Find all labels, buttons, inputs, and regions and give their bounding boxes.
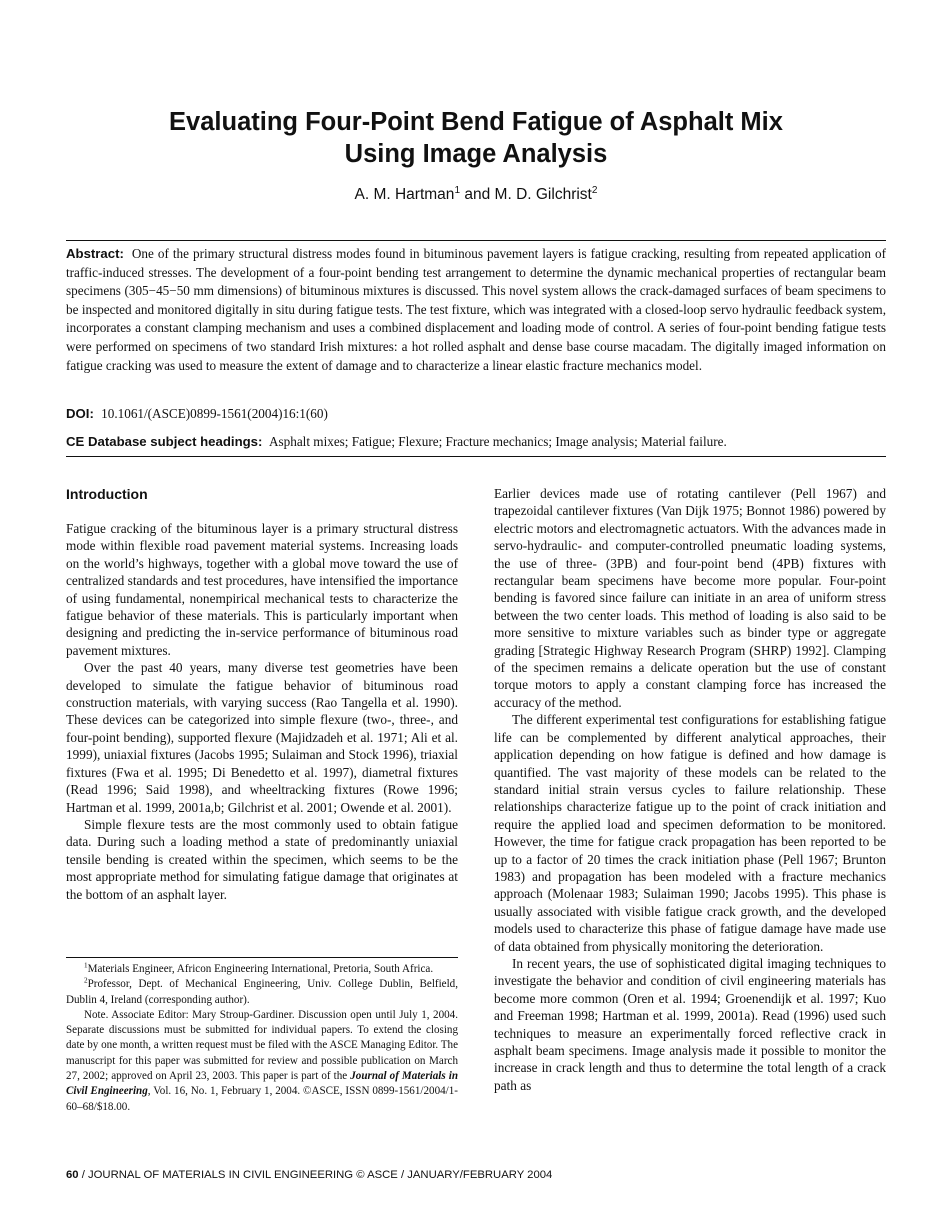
doi-value[interactable]: 10.1061/(ASCE)0899-1561(2004)16:1(60) — [101, 406, 328, 421]
author-affiliation-mark: 1 — [454, 184, 461, 196]
title-line: Using Image Analysis — [344, 140, 608, 168]
page-number: 60 — [66, 1169, 79, 1181]
footnotes — [66, 962, 458, 1115]
right-column — [494, 485, 886, 1094]
body-paragraph: Earlier devices made use of rotating cantilever (Pell 1967) and trapezoidal cantilever fixtures (Van Dijk 1975; Bonnot 1986) powered by electric motors and electromagnetic actuators. With the advances made in servo-hydraulic- and computer-controlled pneumatic loading systems, the use of three- (3PB) and four-point bend (4PB) fixtures with rectangular beam specimens have become more popular. Four-point bending is favored since failure can initiate in an area of uniform stress between the two center loads. This method of loading is also said to be more sensitive to mixture variables such as binder type or aggregate grading [Strategic Highway Research Program (SHRP) 1992]. Clamping of the specimen remains a delicate operation but the use of constant torque motors to apply a constant clamping force has increased the accuracy of the method. — [494, 486, 886, 710]
footnote-mark: 1 — [84, 961, 88, 970]
footnote-mark: 2 — [84, 976, 88, 985]
footnote-1 — [66, 962, 458, 977]
body-paragraph: In recent years, the use of sophisticated digital imaging techniques to investigate the behavior and condition of civil engineering materials has become more common (Oren et al. 1994; Groenendijk et al. 1997; Kuo and Freeman 1998; Hartman et al. 1999, 2001a). Read (1996) used such techniques to measure an experimentally forced reflective crack in asphalt beam specimens. Image analysis made it possible to monitor the increase in crack length and thus to determine the total length of a crack path as — [494, 955, 886, 1093]
doi-label: DOI: — [66, 406, 94, 421]
body-paragraph: Simple flexure tests are the most commonly used to obtain fatigue data. During such a loading method a state of predominantly uniaxial tensile bending is created within the specimen, which seems to be the most appropriate method for simulating fatigue damage that originates at the bottom of an asphalt layer. — [66, 816, 458, 902]
author-name: A. M. Hartman — [354, 186, 455, 203]
footnote-rule — [66, 957, 458, 958]
abstract-text: One of the primary structural distress modes found in bituminous pavement layers is fatigue cracking, resulting from repeated application of traffic-induced stresses. The development of a four-point bending test arrangement to determine the dynamic mechanical properties of rectangular beam specimens (305−45−50 mm dimensions) of bituminous mixtures is discussed. This novel system allows the crack-damaged surfaces of beam specimens to be inspected and monitored digitally in situ during fatigue tests. The test fixture, which was integrated with a closed-loop servo hydraulic feedback system, incorporates a constant clamping mechanism and uses a combined displacement and loading mode of control. A series of four-point bending fatigue tests were performed on specimens of two standard Irish mixtures: a hot rolled asphalt and dense base course macadam. The digitally imaged information on fatigue cracking was used to measure the extent of damage and to characterize a linear elastic fracture mechanics model. — [66, 246, 886, 373]
author-line — [66, 186, 886, 204]
author-affiliation-mark: 2 — [591, 184, 598, 196]
editorial-note — [66, 1008, 458, 1115]
note-text: , Vol. 16, No. 1, February 1, 2004. ©ASCE, ISSN 0899-1561/2004/1-60–68/$18.00. — [66, 1085, 458, 1113]
abstract-bottom-rule — [66, 456, 886, 457]
footnote-text: Professor, Dept. of Mechanical Engineering, Univ. College Dublin, Belfield, Dublin 4, Ireland (corresponding author). — [66, 978, 458, 1006]
subject-headings-value: Asphalt mixes; Fatigue; Flexure; Fracture mechanics; Image analysis; Material failure. — [268, 434, 727, 449]
abstract-top-rule — [66, 240, 886, 241]
body-paragraph: Fatigue cracking of the bituminous layer is a primary structural distress mode within flexible road pavement material systems. Increasing loads on the world’s highways, together with a global move toward the use of centralized standards and test procedures, have intensified the importance of using fundamental, nonempirical mechanical tests to characterize the fatigue behavior of these materials. This is particularly important when designing and predicting the in-service performance of bituminous road pavement mixtures. — [66, 521, 458, 658]
section-heading-introduction: Introduction — [66, 486, 148, 502]
doi-line — [66, 406, 886, 422]
author-conjunction: and — [464, 186, 491, 203]
running-footer: / JOURNAL OF MATERIALS IN CIVIL ENGINEERING © ASCE / JANUARY/FEBRUARY 2004 — [78, 1169, 553, 1181]
subject-headings-label: CE Database subject headings: — [66, 434, 263, 449]
footnote-text: Materials Engineer, Africon Engineering International, Pretoria, South Africa. — [87, 963, 434, 975]
body-paragraph: The different experimental test configurations for establishing fatigue life can be complemented by different analytical approaches, their application depending on how fatigue is defined and how damage is quantified. The vast majority of these models can be related to the standard initial strain versus cycles to failure relationship. These relationships characterize fatigue up to the point of crack initiation and require the applied load and specimen deformation to be monitored. However, the time for fatigue crack propagation has been reported to be up to a factor of 20 times the crack initiation phase (Pell 1967; Brunton 1983) and propagation has been modeled with a fracture mechanics approach (Molenaar 1983; Sulaiman 1990; Jacobs 1995). This phase is usually associated with visible fatigue crack growth, and the developed models used to characterize this phase of fatigue damage have made use of data obtained from physically monitoring the deterioration. — [494, 712, 886, 954]
subject-headings-line — [66, 434, 886, 450]
author-name: M. D. Gilchrist — [494, 186, 592, 203]
footnote-2 — [66, 977, 458, 1008]
abstract-label: Abstract: — [66, 246, 124, 261]
title-line: Evaluating Four-Point Bend Fatigue of Asphalt Mix — [169, 108, 783, 136]
left-column — [66, 520, 458, 903]
page-footer — [66, 1169, 552, 1181]
paper-title — [66, 106, 886, 170]
journal-name: Journal of Materials in Civil Engineering — [66, 1070, 458, 1098]
abstract — [66, 245, 886, 375]
body-paragraph: Over the past 40 years, many diverse test geometries have been developed to simulate the fatigue behavior of bituminous road construction materials, with varying success (Rao Tangella et al. 1990). These devices can be categorized into simple flexure (two-, three-, and four-point bending), supported flexure (Majidzadeh et al. 1971; Ali et al. 1999), uniaxial fixtures (Jacobs 1995; Sulaiman and Stock 1996), triaxial fixtures (Fwa et al. 1995; Di Benedetto et al. 1997), diametral fixtures (Read 1996; Said 1998), and wheeltracking fixtures (Rowe 1996; Hartman et al. 1999, 2001a,b; Gilchrist et al. 2001; Owende et al. 2001). — [66, 660, 458, 815]
note-text: Note. Associate Editor: Mary Stroup-Gardiner. Discussion open until July 1, 2004. Separate discussions must be submitted for individual papers. To extend the closing date by one month, a written request must be filed with the ASCE Managing Editor. The manuscript for this paper was submitted for review and possible publication on March 27, 2002; approved on April 23, 2003. This paper is part of the — [66, 1008, 459, 1083]
